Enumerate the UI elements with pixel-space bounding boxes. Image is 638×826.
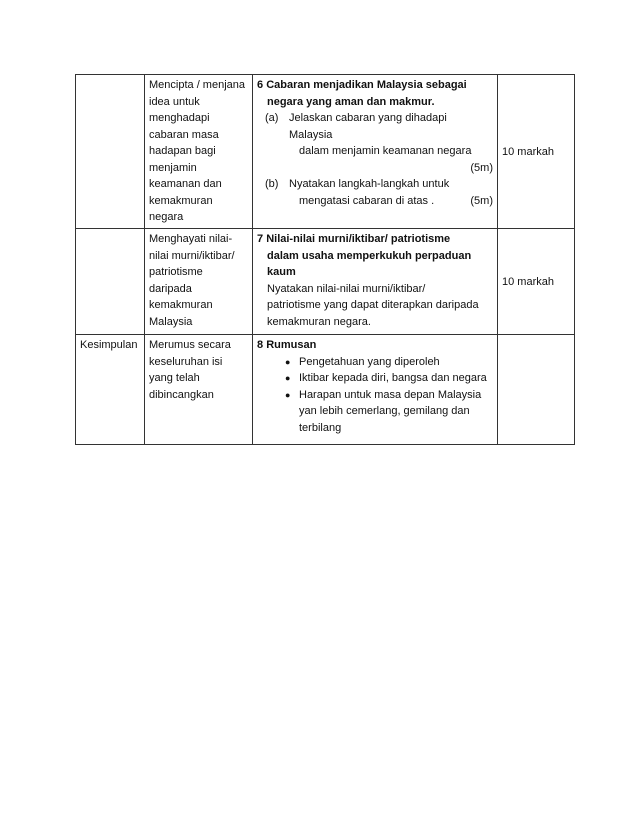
sub-marks: (5m) — [470, 161, 493, 174]
sub-text: dalam menjamin keamanan negara — [299, 145, 472, 157]
question-number: 7 — [257, 233, 264, 245]
sub-text: Nyatakan langkah-langkah untuk — [289, 178, 450, 190]
question-title-line: kaum — [267, 266, 296, 278]
question-title-line: Nilai-nilai murni/iktibar/ patriotisme — [266, 233, 451, 245]
section-cell: Kesimpulan — [76, 335, 145, 445]
question-number: 8 — [257, 339, 264, 351]
sub-label: (b) — [265, 178, 279, 190]
marks-cell: 10 markah — [498, 75, 575, 229]
question-title-line: Cabaran menjadikan Malaysia sebagai — [266, 79, 467, 91]
question-title-line: dalam usaha memperkukuh perpaduan — [267, 249, 472, 262]
objective-cell: Menghayati nilai-nilai murni/iktibar/ patriotisme daripada kemakmuran Malaysia — [145, 229, 253, 335]
question-cell — [253, 335, 498, 445]
sub-question-b — [257, 176, 493, 209]
section-cell — [76, 229, 145, 335]
sub-question-a — [257, 110, 493, 176]
marks-cell — [498, 335, 575, 445]
list-item: ● Harapan untuk masa depan Malaysia yan lebih cemerlang, gemilang dan terbilang — [285, 388, 482, 434]
question-title-line: Rumusan — [266, 339, 317, 351]
sub-text: mengatasi cabaran di atas . — [299, 194, 435, 207]
section-cell — [76, 75, 145, 229]
question-cell — [253, 75, 498, 229]
question-cell — [253, 229, 498, 335]
question-body: Nyatakan nilai-nilai murni/iktibar/ — [267, 282, 426, 295]
objective-cell: Mencipta / menjana idea untuk menghadapi cabaran masa hadapan bagi menjamin keamanan dan kemakmuran negara — [145, 75, 253, 229]
question-body: patriotisme yang dapat diterapkan daripada — [267, 299, 479, 311]
question-body: kemakmuran negara. — [267, 315, 371, 328]
list-item: ● Pengetahuan yang diperoleh — [285, 355, 440, 368]
question-title — [257, 231, 493, 248]
assessment-table — [75, 74, 575, 445]
question-title-line: negara yang aman dan makmur. — [267, 95, 435, 108]
table-row — [76, 335, 575, 445]
sub-label: (a) — [265, 112, 279, 124]
sub-text: Jelaskan cabaran yang dihadapi Malaysia — [289, 112, 447, 141]
table-row — [76, 75, 575, 229]
table-row — [76, 229, 575, 335]
question-title — [257, 77, 493, 94]
objective-cell: Merumus secara keseluruhan isi yang telah dibincangkan — [145, 335, 253, 445]
marks-cell: 10 markah — [498, 229, 575, 335]
question-title — [257, 337, 493, 354]
bullet-list — [257, 354, 493, 437]
question-number: 6 — [257, 79, 264, 91]
sub-marks: (5m) — [470, 194, 493, 207]
list-item: ● Iktibar kepada diri, bangsa dan negara — [285, 372, 487, 384]
